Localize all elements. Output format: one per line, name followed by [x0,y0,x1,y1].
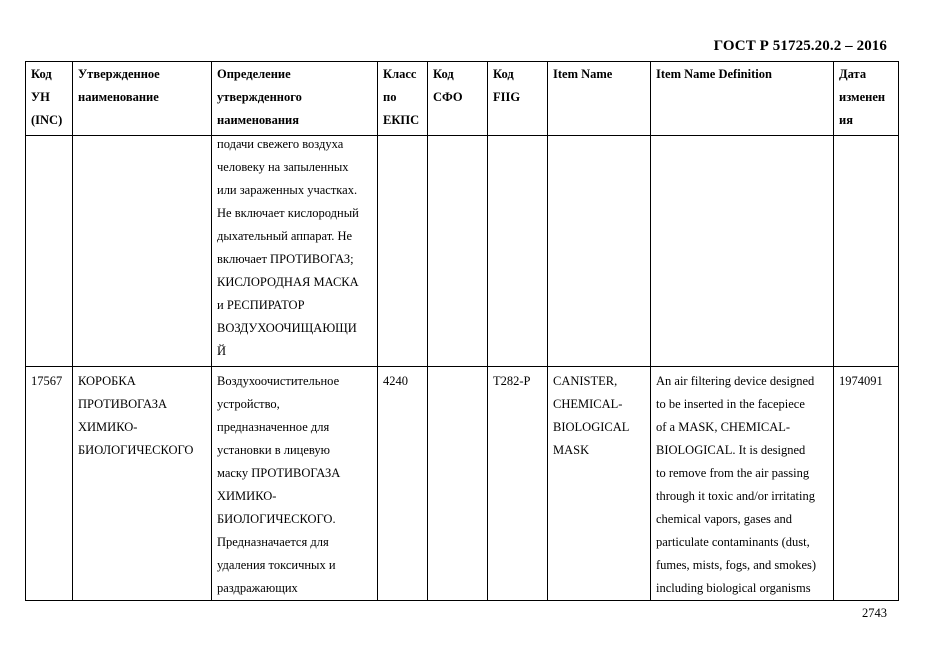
cell-class: 4240 [378,367,428,601]
cell-sfo [428,367,488,601]
column-header-class: Класс по ЕКПС [378,62,428,136]
cell-date [834,136,899,367]
cell-sfo [428,136,488,367]
column-header-approved-name: Утвержденное наименование [73,62,212,136]
cell-approved-name: КОРОБКА ПРОТИВОГАЗА ХИМИКО- БИОЛОГИЧЕСКОГО [73,367,212,601]
column-header-item-name-definition: Item Name Definition [651,62,834,136]
cell-definition: Воздухоочистительное устройство, предназначенное для установки в лицевую маску ПРОТИВОГАЗА ХИМИКО- БИОЛОГИЧЕСКОГО. Предназначается для удаления токсичных и раздражающих [212,367,378,601]
catalog-table [25,61,899,601]
column-header-inc: Код УН (INC) [26,62,73,136]
page-number: 2743 [862,606,887,620]
table-row-17567 [26,367,899,601]
column-header-definition: Определение утвержденного наименования [212,62,378,136]
column-header-sfo: Код СФО [428,62,488,136]
table-header-row [26,62,899,136]
cell-definition: подачи свежего воздуха человеку на запыленных или зараженных участках. Не включает кислородный дыхательный аппарат. Не включает ПРОТИВОГАЗ; КИСЛОРОДНАЯ МАСКА и РЕСПИРАТОР ВОЗДУХООЧИЩАЮЩИ Й [212,136,378,367]
cell-fiig: T282-P [488,367,548,601]
column-header-date: Дата изменен ия [834,62,899,136]
cell-inc: 17567 [26,367,73,601]
cell-item-name [548,136,651,367]
document-standard-header: ГОСТ Р 51725.20.2 – 2016 [713,38,887,54]
cell-item-name-definition: An air filtering device designed to be inserted in the facepiece of a MASK, CHEMICAL- BIOLOGICAL. It is designed to remove from the air passing through it toxic and/or irritating chemical vapors, gases and particulate contaminants (dust, fumes, mists, fogs, and smokes) including biological organisms [651,367,834,601]
cell-date: 1974091 [834,367,899,601]
column-header-fiig: Код FIIG [488,62,548,136]
table-row-continuation [26,136,899,367]
cell-fiig [488,136,548,367]
cell-item-name-definition [651,136,834,367]
cell-approved-name [73,136,212,367]
cell-inc [26,136,73,367]
cell-item-name: CANISTER, CHEMICAL- BIOLOGICAL MASK [548,367,651,601]
column-header-item-name: Item Name [548,62,651,136]
cell-class [378,136,428,367]
